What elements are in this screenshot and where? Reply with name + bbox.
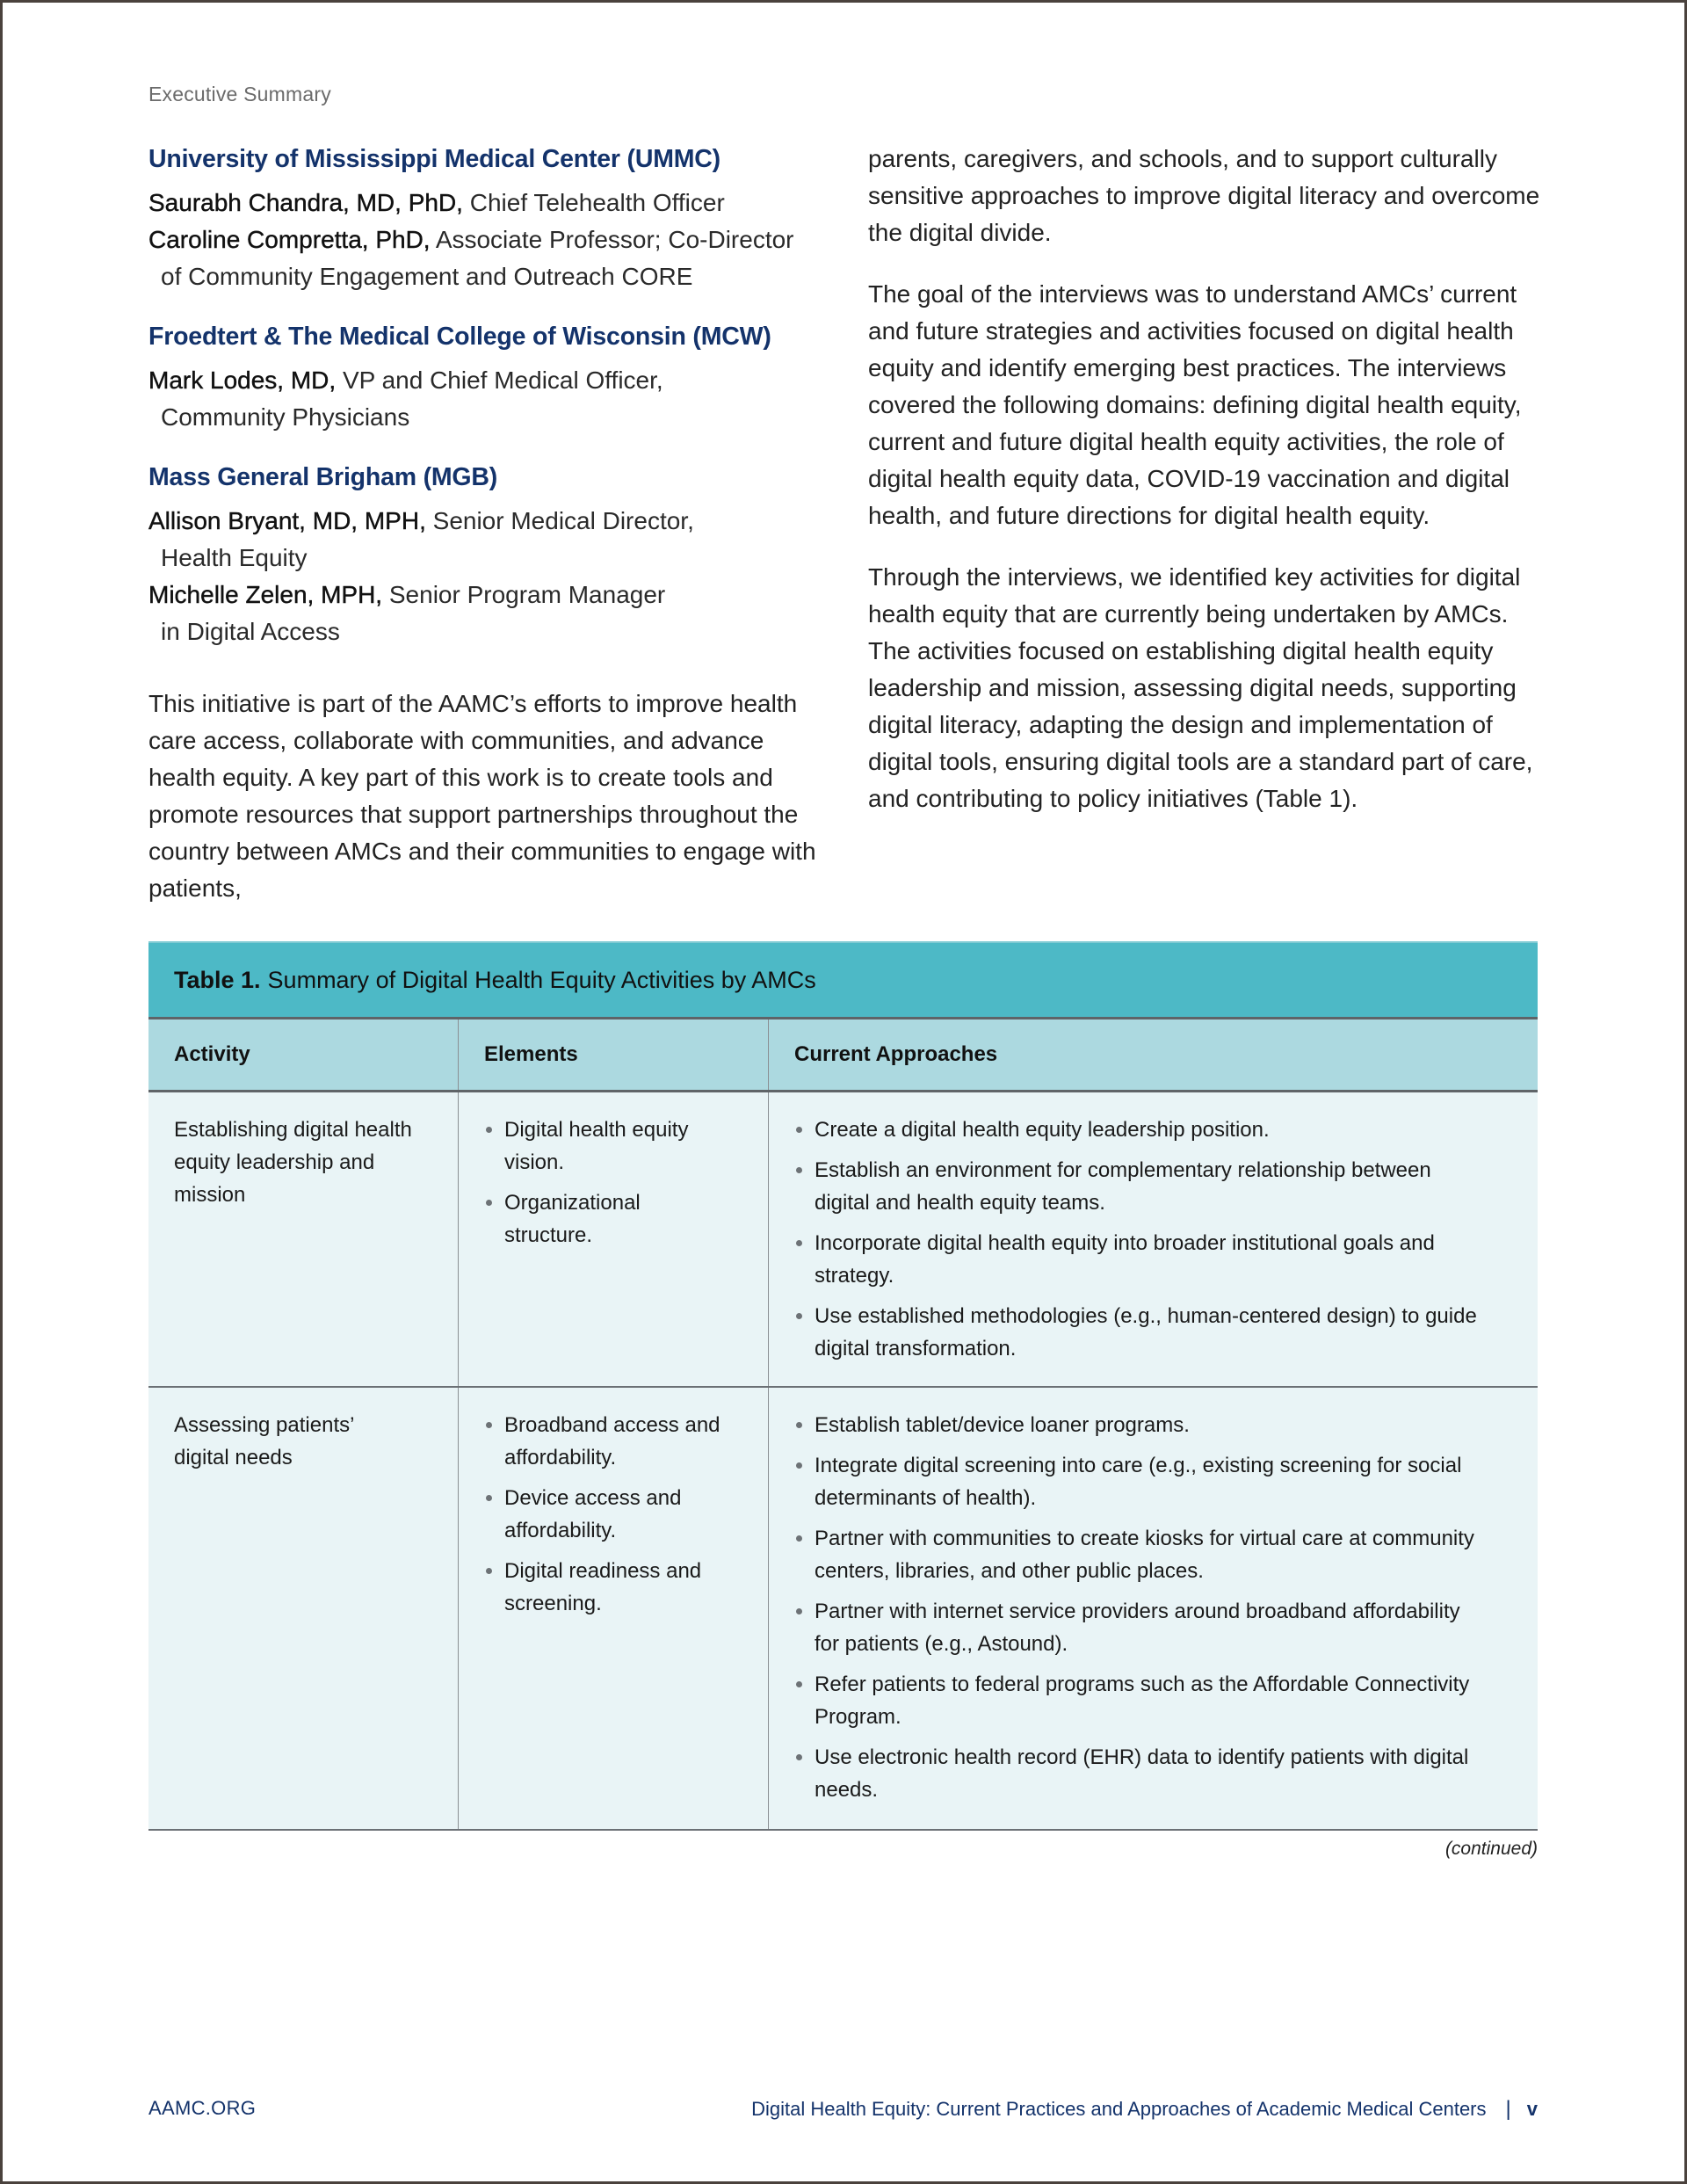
org-block-mgb — [148, 459, 834, 650]
footer-separator: | — [1505, 2097, 1511, 2121]
column-header-current-approaches: Current Approaches — [794, 1042, 998, 1066]
table-row — [148, 1388, 1538, 1831]
column-header-activity: Activity — [148, 1019, 459, 1090]
list-item: Establish tablet/device loaner programs. — [794, 1409, 1538, 1441]
person-title: Senior Medical Director, — [432, 507, 694, 534]
list-item: Device access and affordability. — [484, 1482, 768, 1547]
person-title: Chief Telehealth Officer — [469, 189, 725, 216]
approaches-list — [794, 1409, 1538, 1806]
approaches-cell — [769, 1388, 1538, 1829]
list-item: Establish an environment for complementary relationship between digital and health equity teams. — [794, 1154, 1538, 1219]
org-heading: Mass General Brigham (MGB) — [148, 463, 498, 491]
person-title-continued: Community Physicians — [161, 403, 410, 431]
table-header-row — [148, 1017, 1538, 1092]
body-paragraph: This initiative is part of the AAMC’s efforts to improve health care access, collaborate with communities, and advance health equity. A key part of this work is to create tools and promote resources that support partnerships throughout the country between AMCs and their communities to engage with patients, — [148, 690, 816, 902]
body-paragraph: Through the interviews, we identified key activities for digital health equity that are currently being undertaken by AMCs. The activities focused on establishing digital health equity leadership and mission, assessing digital needs, supporting digital literacy, adapting the design and implementation of digital tools, ensuring digital tools are a standard part of care, and contributing to policy initiatives (Table 1). — [868, 563, 1533, 812]
table-row — [148, 1092, 1538, 1388]
person-entry — [148, 362, 834, 436]
activity-text: Assessing patients’ digital needs — [174, 1413, 354, 1469]
org-heading: Froedtert & The Medical College of Wisconsin (MCW) — [148, 323, 771, 351]
list-item: Use established methodologies (e.g., human-centered design) to guide digital transformation. — [794, 1300, 1538, 1365]
list-item: Partner with internet service providers around broadband affordability for patients (e.g., Astound). — [794, 1595, 1538, 1660]
person-title: Senior Program Manager — [388, 581, 666, 608]
list-item: Incorporate digital health equity into broader institutional goals and strategy. — [794, 1227, 1538, 1292]
list-item: Integrate digital screening into care (e.g., existing screening for social determinants of health). — [794, 1449, 1538, 1514]
body-paragraph: parents, caregivers, and schools, and to support culturally sensitive approaches to improve digital literacy and overcome the digital divide. — [868, 145, 1540, 246]
table-label: Table 1. — [174, 966, 261, 993]
list-item: Digital readiness and screening. — [484, 1555, 768, 1620]
elements-cell — [459, 1092, 769, 1386]
elements-list — [484, 1114, 768, 1252]
list-item: Broadband access and affordability. — [484, 1409, 768, 1474]
body-paragraph: The goal of the interviews was to understand AMCs’ current and future strategies and activities focused on digital health equity and identify emerging best practices. The interviews covered the following domains: defining digital health equity, current and future digital health equity activities, the role of digital health equity data, COVID-19 vaccination and digital health, and future directions for digital health equity. — [868, 280, 1522, 529]
list-item: Partner with communities to create kiosks for virtual care at community centers, libraries, and other public places. — [794, 1522, 1538, 1587]
footer-title: Digital Health Equity: Current Practices and Approaches of Academic Medical Centers — [751, 2098, 1487, 2120]
list-item: Create a digital health equity leadership position. — [794, 1114, 1538, 1146]
person-title: VP and Chief Medical Officer, — [342, 366, 663, 394]
table-title — [148, 941, 1538, 1017]
footer-site-link[interactable]: AAMC.ORG — [148, 2097, 257, 2119]
list-item: Organizational structure. — [484, 1186, 768, 1252]
org-block-ummc — [148, 141, 834, 295]
org-heading: University of Mississippi Medical Center (UMMC) — [148, 145, 720, 173]
list-item: Digital health equity vision. — [484, 1114, 768, 1179]
column-header-elements: Elements — [459, 1019, 769, 1090]
left-column — [148, 141, 834, 932]
person-name: Allison Bryant, MD, MPH, — [148, 507, 426, 534]
person-title: Associate Professor; Co-Director — [435, 226, 794, 253]
person-name: Michelle Zelen, MPH, — [148, 581, 383, 608]
person-entry — [148, 577, 834, 650]
person-entry — [148, 185, 834, 221]
activity-text: Establishing digital health equity leadership and mission — [174, 1118, 412, 1207]
right-column — [868, 141, 1545, 842]
person-name: Caroline Compretta, PhD, — [148, 226, 431, 253]
approaches-list — [794, 1114, 1538, 1365]
activity-cell — [148, 1092, 459, 1386]
person-title-continued: in Digital Access — [161, 618, 340, 645]
footer-doc-title — [751, 2097, 1538, 2122]
person-name: Mark Lodes, MD, — [148, 366, 337, 394]
person-entry — [148, 503, 834, 577]
table-continued-note: (continued) — [1444, 1839, 1538, 1859]
running-head: Executive Summary — [148, 83, 331, 105]
approaches-cell — [769, 1092, 1538, 1386]
elements-list — [484, 1409, 768, 1620]
person-title-continued: Health Equity — [161, 544, 308, 571]
activity-cell — [148, 1388, 459, 1829]
elements-cell — [459, 1388, 769, 1829]
org-block-mcw — [148, 318, 834, 436]
list-item: Refer patients to federal programs such as the Affordable Connectivity Program. — [794, 1668, 1538, 1733]
table-caption: Summary of Digital Health Equity Activities by AMCs — [267, 966, 816, 993]
person-name: Saurabh Chandra, MD, PhD, — [148, 189, 463, 216]
page-number: v — [1526, 2098, 1538, 2120]
person-entry — [148, 221, 834, 295]
list-item: Use electronic health record (EHR) data to identify patients with digital needs. — [794, 1741, 1538, 1806]
table-1 — [148, 941, 1538, 1831]
person-title-continued: of Community Engagement and Outreach CORE — [161, 263, 693, 290]
